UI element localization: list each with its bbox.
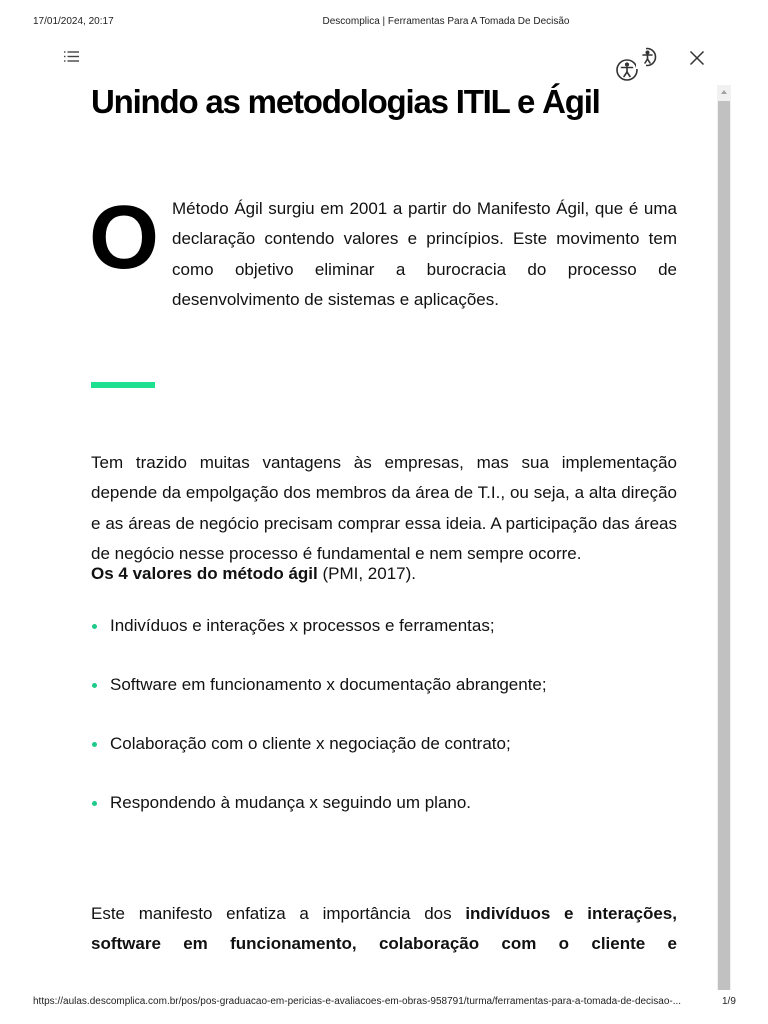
values-list <box>91 611 677 847</box>
manifesto-paragraph <box>91 899 677 960</box>
values-heading-bold: Os 4 valores do método ágil <box>91 564 318 583</box>
scroll-up-arrow-graphic <box>717 85 731 99</box>
accessibility-icon[interactable] <box>614 45 660 85</box>
bullet-dot-icon <box>92 624 97 629</box>
list-item-text: Respondendo à mudança x seguindo um plano. <box>110 793 472 812</box>
vertical-scrollbar[interactable] <box>717 85 731 990</box>
page-title: Unindo as metodologias ITIL e Ágil <box>91 83 600 120</box>
list-item-text: Indivíduos e interações x processos e ferramentas; <box>110 616 495 635</box>
intro-paragraph: Método Ágil surgiu em 2001 a partir do Manifesto Ágil, que é uma declaração contendo valores e princípios. Este movimento tem como objetivo eliminar a burocracia do processo de desenvolvimento de sistemas e aplicações. <box>172 199 677 309</box>
scroll-up-arrow-icon[interactable] <box>717 85 731 99</box>
manifesto-paragraph-bold: indivíduos e interações, software em funcionamento, colaboração com o cliente e <box>91 904 677 954</box>
print-timestamp: 17/01/2024, 20:17 <box>33 16 114 27</box>
menu-list-icon[interactable] <box>60 49 82 67</box>
second-paragraph: Tem trazido muitas vantagens às empresas, mas sua implementação depende da empolgação dos membros da área de T.I., ou seja, a alta direção e as áreas de negócio precisam comprar essa ideia. A participação das áreas de negócio nesse processo é fundamental e nem sempre ocorre. <box>91 453 677 563</box>
bullet-dot-icon <box>92 801 97 806</box>
close-icon[interactable] <box>687 48 707 68</box>
article-content <box>89 82 677 954</box>
list-item-text: Colaboração com o cliente x negociação de contrato; <box>110 734 511 753</box>
scrollbar-thumb[interactable] <box>718 101 730 990</box>
page-indicator: 1/9 <box>722 996 736 1007</box>
print-footer <box>0 996 768 1010</box>
accessibility-icon-graphic <box>614 45 660 85</box>
print-header <box>0 16 768 30</box>
list-item-text: Software em funcionamento x documentação abrangente; <box>110 675 547 694</box>
bullet-dot-icon <box>92 742 97 747</box>
manifesto-paragraph-text: Este manifesto enfatiza a importância dos <box>91 904 466 923</box>
list-item <box>91 611 677 670</box>
list-item <box>91 729 677 788</box>
values-heading-citation: (PMI, 2017). <box>317 564 416 583</box>
close-icon-graphic <box>687 48 707 68</box>
menu-list-icon-graphic <box>60 49 82 67</box>
drop-cap-accent-bar <box>91 382 155 388</box>
bullet-dot-icon <box>92 683 97 688</box>
list-item <box>91 788 677 847</box>
values-heading <box>91 559 677 589</box>
list-item <box>91 670 677 729</box>
print-url: https://aulas.descomplica.com.br/pos/pos-graduacao-em-pericias-e-avaliacoes-em-obras-958791/turma/ferramentas-para-a-tomada-de-decisao-... <box>33 996 682 1007</box>
drop-cap: O <box>89 188 158 288</box>
print-document-title: Descomplica | Ferramentas Para A Tomada De Decisão <box>322 16 570 27</box>
